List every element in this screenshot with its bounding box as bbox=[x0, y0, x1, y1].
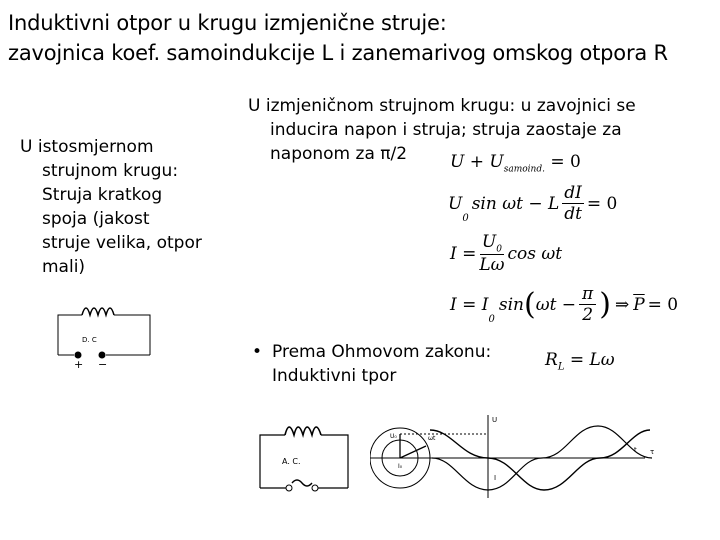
phasor-waveform-diagram bbox=[370, 410, 670, 505]
ac-terminal-left bbox=[286, 485, 292, 491]
ohm-explanation bbox=[272, 340, 512, 388]
equation-current-cos: I = $\frac{U_0}{L\omega}$ cos ωt bbox=[450, 232, 563, 276]
dc-line-3: Struja kratkog bbox=[42, 185, 163, 205]
dc-plus-sign: + bbox=[74, 358, 84, 371]
ac-terminal-right bbox=[312, 485, 318, 491]
equation-induction: U $_0$ sin ωt − L $\frac{dI}{dt}$ = 0 bbox=[448, 183, 618, 224]
ac-line-1: U izmjeničnom strujnom krugu: u zavojnici se bbox=[248, 96, 636, 116]
dc-circuit-label: D. C bbox=[82, 336, 97, 344]
dc-line-2: strujnom krugu: bbox=[42, 161, 179, 181]
ohm-bullet: • bbox=[252, 342, 263, 362]
svg-text:U₀: U₀ bbox=[390, 433, 397, 440]
dc-line-6: mali) bbox=[42, 257, 86, 277]
ac-line-2: inducira napon i struja; struja zaostaje za bbox=[270, 120, 622, 140]
ohm-line-1: Prema Ohmovom zakonu: bbox=[272, 342, 492, 362]
dc-line-1: U istosmjernom bbox=[20, 137, 154, 157]
svg-text:I₀: I₀ bbox=[398, 463, 403, 470]
dc-explanation bbox=[20, 135, 235, 279]
dc-minus-sign: − bbox=[98, 358, 108, 371]
title-line-2: zavojnica koef. samoindukcije L i zanemarivog omskog otpora R bbox=[8, 41, 668, 65]
equation-current-sin: I = I $_0$ sin ( ωt − $\frac{\pi}{2}$ ) ⇒ $\overline{P}$ = 0 bbox=[450, 284, 679, 325]
equation-kirchhoff: $U + U_{samoind.} = 0$ bbox=[450, 152, 581, 175]
ac-line-3: naponom za π/2 bbox=[270, 144, 408, 164]
title-line-1: Induktivni otpor u krugu izmjenične struje: bbox=[8, 11, 447, 35]
dc-circuit-diagram bbox=[50, 295, 160, 375]
svg-text:I: I bbox=[494, 474, 497, 482]
equation-inductive-reactance: $R_L = L\omega$ bbox=[545, 350, 615, 373]
voltage-wave bbox=[430, 430, 650, 490]
svg-text:ωt: ωt bbox=[428, 435, 436, 442]
dc-line-5: struje velika, otpor bbox=[42, 233, 202, 253]
ac-source-wave-icon bbox=[292, 480, 312, 486]
svg-text:t: t bbox=[634, 446, 637, 454]
phasor-voltage bbox=[400, 446, 426, 458]
dc-line-4: spoja (jakost bbox=[42, 209, 150, 229]
ohm-line-2: Induktivni tpor bbox=[272, 366, 397, 386]
ac-circuit-diagram bbox=[250, 410, 360, 505]
ac-circuit-label: A. C. bbox=[282, 457, 301, 466]
svg-text:τ: τ bbox=[650, 448, 655, 456]
svg-text:U: U bbox=[492, 416, 498, 424]
slide-title bbox=[8, 8, 668, 68]
